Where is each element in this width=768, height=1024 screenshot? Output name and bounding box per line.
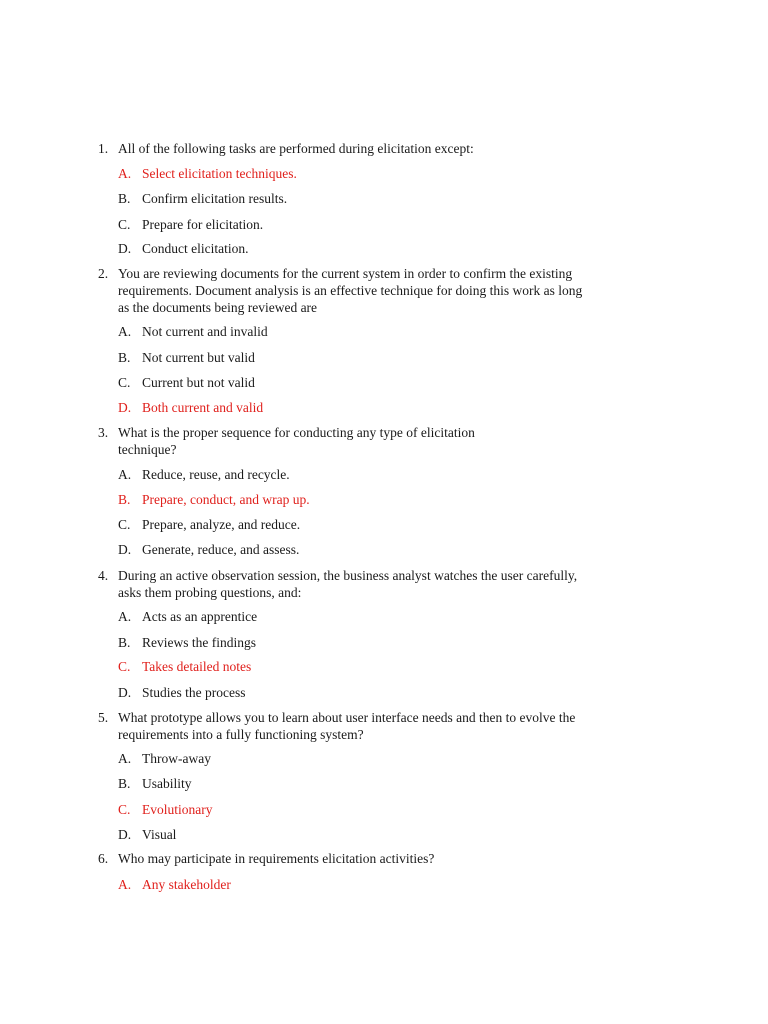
option-5a (0, 750, 768, 768)
option-2d (0, 399, 768, 417)
option-text: Prepare, analyze, and reduce. (142, 517, 301, 532)
option-text: Conduct elicitation. (142, 241, 249, 256)
option-letter: B. (118, 191, 131, 206)
option-text: Reduce, reuse, and recycle. (142, 467, 290, 482)
question-text: What prototype allows you to learn about user interface needs and then to evolve the requirements into a fully functioning system? (118, 710, 576, 742)
option-text: Studies the process (142, 685, 246, 700)
question-number: 6. (98, 851, 109, 866)
option-letter: D. (118, 542, 132, 557)
option-text: Confirm elicitation results. (142, 191, 288, 206)
option-text: Usability (142, 776, 192, 791)
option-2a (0, 323, 768, 341)
option-5d (0, 826, 768, 844)
option-letter: C. (118, 659, 131, 674)
option-letter: A. (118, 751, 132, 766)
option-text: Takes detailed notes (142, 659, 252, 674)
option-letter: A. (118, 324, 132, 339)
option-3a (0, 466, 768, 484)
option-5b (0, 775, 768, 793)
option-text: Current but not valid (142, 375, 255, 390)
option-text: Visual (142, 827, 177, 842)
option-text: Both current and valid (142, 400, 264, 415)
option-4c (0, 658, 768, 676)
option-1d (0, 240, 768, 258)
option-letter: B. (118, 776, 131, 791)
option-text: Any stakeholder (142, 877, 231, 892)
question-text: During an active observation session, the business analyst watches the user carefully, asks them probing questions, and: (118, 568, 578, 600)
option-4d (0, 684, 768, 702)
option-1a (0, 165, 768, 183)
option-3b (0, 491, 768, 509)
option-text: Reviews the findings (142, 635, 256, 650)
option-letter: B. (118, 350, 131, 365)
option-letter: C. (118, 802, 131, 817)
option-1c (0, 216, 768, 234)
option-letter: A. (118, 467, 132, 482)
option-letter: D. (118, 241, 132, 256)
option-letter: B. (118, 492, 131, 507)
question-text: You are reviewing documents for the current system in order to confirm the existing requirements. Document analysis is an effective technique for doing this work as long as the documents being reviewed are (118, 266, 583, 315)
option-4b (0, 634, 768, 652)
option-text: Throw-away (142, 751, 211, 766)
option-letter: C. (118, 375, 131, 390)
option-3d (0, 541, 768, 559)
option-text: Select elicitation techniques. (142, 166, 297, 181)
question-number: 5. (98, 710, 109, 725)
question-text: Who may participate in requirements elicitation activities? (118, 851, 435, 866)
option-1b (0, 190, 768, 208)
question-number: 4. (98, 568, 109, 583)
question-text: What is the proper sequence for conducting any type of elicitation technique? (118, 425, 475, 457)
option-letter: A. (118, 877, 132, 892)
question-text: All of the following tasks are performed during elicitation except: (118, 141, 474, 156)
option-letter: D. (118, 685, 132, 700)
option-letter: D. (118, 400, 132, 415)
option-text: Generate, reduce, and assess. (142, 542, 300, 557)
option-text: Prepare, conduct, and wrap up. (142, 492, 310, 507)
option-text: Evolutionary (142, 802, 213, 817)
option-letter: A. (118, 609, 132, 624)
option-6a (0, 876, 768, 894)
option-5c (0, 801, 768, 819)
option-text: Acts as an apprentice (142, 609, 258, 624)
option-letter: D. (118, 827, 132, 842)
option-letter: B. (118, 635, 131, 650)
option-4a (0, 608, 768, 626)
option-letter: A. (118, 166, 132, 181)
option-text: Not current and invalid (142, 324, 268, 339)
option-text: Not current but valid (142, 350, 255, 365)
question-number: 3. (98, 425, 109, 440)
option-text: Prepare for elicitation. (142, 217, 264, 232)
question-number: 2. (98, 266, 109, 281)
option-3c (0, 516, 768, 534)
option-letter: C. (118, 217, 131, 232)
option-letter: C. (118, 517, 131, 532)
option-2b (0, 349, 768, 367)
question-number: 1. (98, 141, 109, 156)
option-2c (0, 374, 768, 392)
